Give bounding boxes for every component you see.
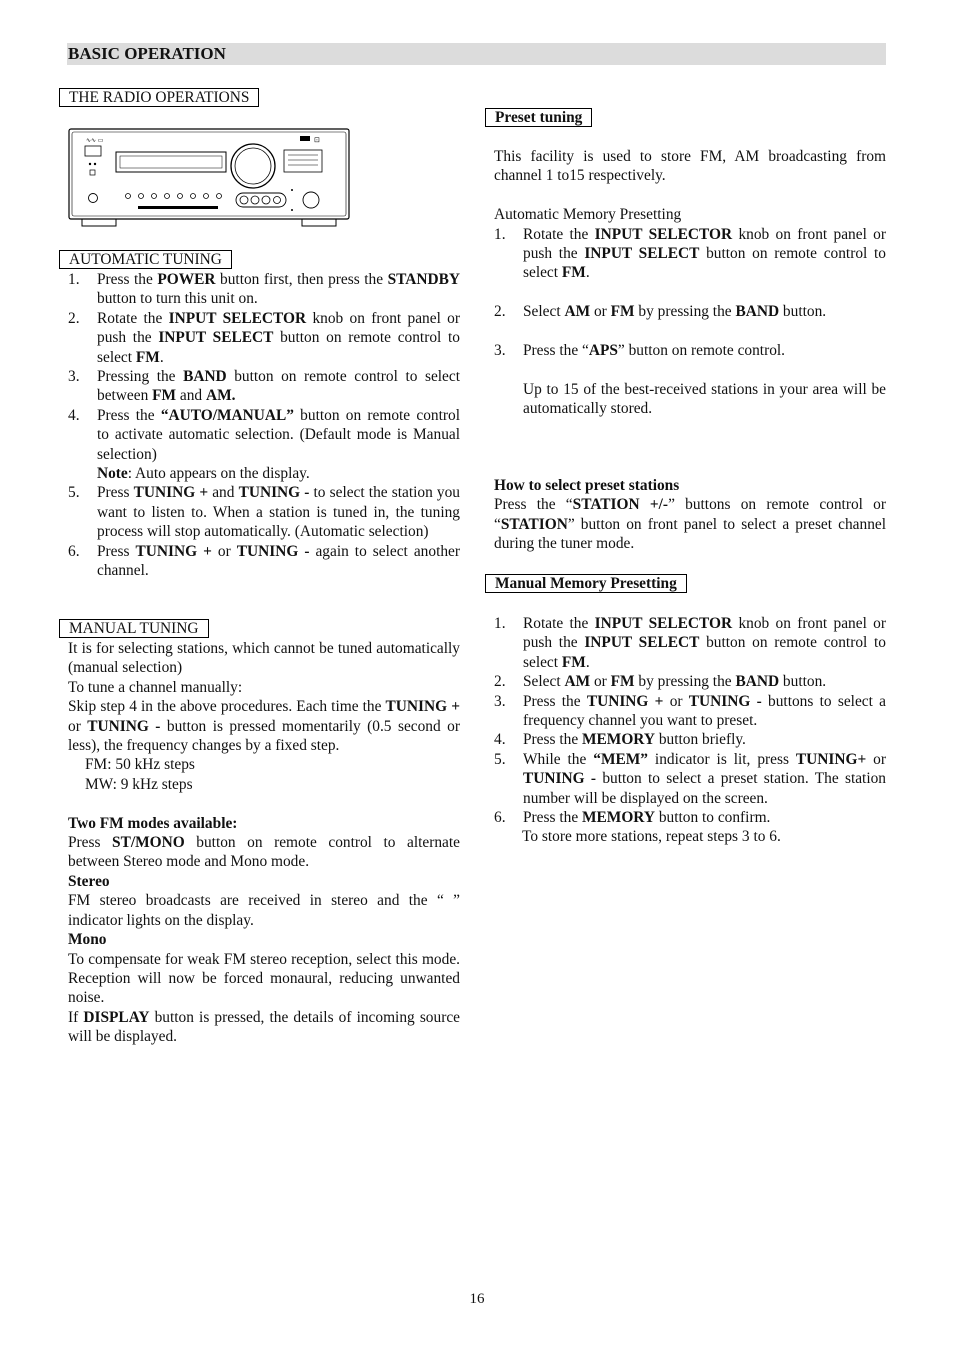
text-run: button. bbox=[779, 303, 827, 321]
text-run: button on remote control to select between bbox=[97, 368, 460, 405]
text-run: or bbox=[663, 692, 689, 710]
text-run: or bbox=[590, 673, 611, 691]
text-run: Select bbox=[523, 673, 565, 691]
list-number: 3. bbox=[494, 692, 506, 710]
list-item bbox=[68, 542, 460, 581]
list-item bbox=[68, 483, 460, 541]
text-run: Skip step 4 in the above procedures. Each time the bbox=[68, 698, 386, 716]
list-item bbox=[68, 270, 460, 309]
automatic-tuning-label: AUTOMATIC TUNING bbox=[59, 250, 232, 269]
bold-term: FM bbox=[152, 387, 177, 405]
bold-term: MEMORY bbox=[582, 731, 655, 749]
page-title: BASIC OPERATION bbox=[68, 44, 226, 63]
manual-memory-section bbox=[494, 614, 886, 847]
bold-term: TUNING - bbox=[238, 484, 310, 502]
svg-text:⊡: ⊡ bbox=[314, 137, 320, 144]
bold-term: TUNING - bbox=[236, 542, 310, 560]
bold-term: DISPLAY bbox=[83, 1008, 150, 1026]
list-item bbox=[494, 808, 886, 827]
manual-memory-list bbox=[494, 614, 886, 827]
auto-memory-list bbox=[494, 225, 886, 361]
text-run: buttons to select a frequency channel you want to preset. bbox=[523, 692, 886, 730]
text-run: indicator is lit, press bbox=[647, 750, 796, 768]
text-run: Press the “ bbox=[494, 496, 573, 514]
list-number: 4. bbox=[68, 406, 80, 424]
list-number: 5. bbox=[494, 750, 506, 768]
list-item bbox=[494, 225, 886, 283]
text-run: . bbox=[585, 653, 590, 671]
page-number: 16 bbox=[469, 1291, 485, 1307]
text-run: Rotate the bbox=[523, 225, 595, 243]
manual-tuning-text bbox=[68, 639, 460, 1047]
auto-memory-heading: Automatic Memory Presetting bbox=[494, 206, 682, 224]
bold-term: TUNING + bbox=[586, 692, 664, 710]
list-number: 5. bbox=[68, 484, 80, 502]
list-item bbox=[68, 367, 460, 406]
text-run: button on remote control to select bbox=[97, 329, 460, 366]
text-run: While the bbox=[523, 750, 594, 768]
mono-text: To compensate for weak FM stereo reception, select this mode. Reception will now be forced monaural, reducing unwanted noise. bbox=[68, 950, 460, 1007]
text-run: ” button on remote control. bbox=[617, 342, 786, 360]
text-run: button first, then press the bbox=[215, 271, 388, 288]
bold-term: TUNING+ bbox=[795, 750, 867, 768]
bold-term: INPUT SELECTOR bbox=[594, 615, 733, 632]
list-number: 4. bbox=[494, 731, 506, 749]
list-number: 6. bbox=[494, 809, 506, 827]
bold-term: POWER bbox=[157, 271, 216, 288]
text-run: Press the bbox=[97, 406, 161, 424]
text-run: knob on front panel or push the bbox=[523, 225, 886, 263]
list-number: 3. bbox=[494, 342, 506, 360]
preset-tuning-label: Preset tuning bbox=[485, 108, 592, 127]
display-text bbox=[68, 1008, 460, 1047]
bold-term: AM bbox=[564, 303, 591, 321]
text-run: Press bbox=[68, 834, 113, 852]
radio-operations-label: THE RADIO OPERATIONS bbox=[59, 88, 259, 107]
text-run: . bbox=[159, 348, 164, 366]
text-run: If bbox=[68, 1008, 84, 1026]
bold-term: TUNING - bbox=[523, 770, 597, 788]
list-number: 3. bbox=[68, 368, 80, 386]
text-run: or bbox=[211, 542, 237, 560]
text-run: button is pressed momentarily (0.5 second or less), the frequency changes by a fixed step. bbox=[68, 717, 460, 755]
list-number: 6. bbox=[68, 542, 80, 560]
select-preset-section bbox=[494, 476, 886, 554]
list-number: 2. bbox=[494, 673, 506, 691]
list-item bbox=[494, 341, 886, 360]
list-item bbox=[494, 692, 886, 731]
select-preset-heading: How to select preset stations bbox=[494, 477, 680, 494]
text-run: button to select a preset station. The station number will be displayed on the screen. bbox=[523, 770, 886, 807]
bold-term: FM bbox=[561, 653, 586, 671]
bold-term: INPUT SELECTOR bbox=[594, 225, 733, 243]
text-run: Press the bbox=[523, 731, 582, 749]
text-run: or bbox=[590, 303, 611, 321]
stereo-text: FM stereo broadcasts are received in stereo and the “ ” indicator lights on the display. bbox=[68, 892, 460, 929]
list-number: 2. bbox=[68, 309, 80, 327]
auto-memory-note: Up to 15 of the best-received stations in your area will be automatically stored. bbox=[523, 380, 886, 418]
text-run: Select bbox=[523, 303, 565, 321]
bold-term: INPUT SELECTOR bbox=[168, 309, 307, 327]
list-item bbox=[494, 614, 886, 672]
text-run: and bbox=[176, 387, 206, 405]
list-item bbox=[494, 672, 886, 691]
text-run: and bbox=[208, 484, 239, 502]
text-run: Press the “ bbox=[523, 342, 589, 360]
text-run: : Auto appears on the display. bbox=[127, 465, 310, 483]
text-run: ” button on front panel to select a preset channel during the tuner mode. bbox=[494, 515, 886, 553]
bold-term: TUNING + bbox=[385, 698, 460, 716]
bold-term: TUNING + bbox=[133, 484, 209, 502]
text-run: ” buttons on remote control or “ bbox=[494, 496, 887, 533]
mono-heading: Mono bbox=[68, 931, 107, 949]
bold-term: STANDBY bbox=[387, 271, 460, 288]
automatic-tuning-list bbox=[68, 270, 460, 581]
list-item bbox=[68, 406, 460, 484]
bold-term: INPUT SELECT bbox=[584, 245, 700, 263]
text-run: button on remote control to alternate between Stereo mode and Mono mode. bbox=[68, 834, 460, 871]
bold-term: AM bbox=[564, 673, 591, 691]
bold-term: BAND bbox=[735, 303, 780, 321]
text-run: again to select another channel. bbox=[97, 542, 460, 580]
mw-step: MW: 9 kHz steps bbox=[85, 775, 193, 793]
text-run: Press the bbox=[523, 692, 587, 710]
text-run: Press the bbox=[523, 809, 582, 827]
manual-tuning-steps bbox=[68, 697, 460, 755]
preset-desc: This facility is used to store FM, AM broadcasting from channel 1 to15 respectively. bbox=[494, 148, 886, 185]
list-item bbox=[494, 302, 886, 321]
manual-memory-footer: To store more stations, repeat steps 3 to 6. bbox=[522, 828, 781, 846]
manual-tuning-desc: It is for selecting stations, which cannot be tuned automatically (manual selection) bbox=[68, 640, 460, 677]
fm-modes-heading: Two FM modes available: bbox=[68, 814, 238, 832]
stereo-heading: Stereo bbox=[68, 872, 110, 890]
fm-step: FM: 50 kHz steps bbox=[85, 756, 195, 774]
list-item bbox=[68, 309, 460, 367]
bold-term: STATION +/- bbox=[572, 496, 669, 514]
bold-term: AM. bbox=[205, 387, 236, 405]
text-run: or bbox=[866, 750, 886, 768]
bold-term: STATION bbox=[500, 515, 568, 533]
text-run: button. bbox=[779, 673, 827, 691]
bold-term: INPUT SELECT bbox=[584, 634, 700, 652]
text-run: button briefly. bbox=[654, 731, 746, 749]
bold-term: ST/MONO bbox=[112, 834, 185, 852]
bold-term: Note bbox=[97, 465, 128, 483]
text-run: Press bbox=[97, 542, 136, 560]
list-number: 1. bbox=[494, 225, 506, 243]
text-run: Press bbox=[97, 484, 134, 502]
bold-term: TUNING - bbox=[688, 692, 762, 710]
av-receiver-front-panel-image bbox=[68, 128, 350, 233]
bold-term: TUNING + bbox=[135, 542, 212, 560]
svg-text:∿∿ ▭: ∿∿ ▭ bbox=[86, 138, 104, 144]
bold-term: BAND bbox=[183, 368, 227, 386]
text-run: to select the station you want to listen to. When a station is tuned in, the tuning process will stop automatically. (Automatic selection) bbox=[97, 484, 460, 541]
list-number: 1. bbox=[494, 615, 506, 632]
bold-term: “MEM” bbox=[593, 750, 648, 768]
text-run: Press the bbox=[97, 271, 158, 288]
manual-tuning-label: MANUAL TUNING bbox=[59, 619, 209, 638]
list-number: 2. bbox=[494, 303, 506, 321]
text-run: by pressing the bbox=[634, 673, 736, 691]
text-run: or bbox=[68, 717, 88, 735]
list-number: 1. bbox=[68, 271, 80, 288]
text-run: Pressing the bbox=[97, 368, 184, 386]
text-run: button on remote control to select bbox=[523, 245, 886, 282]
manual-memory-label: Manual Memory Presetting bbox=[485, 574, 687, 593]
bold-term: MEMORY bbox=[582, 809, 655, 827]
text-run: Rotate the bbox=[523, 615, 595, 632]
select-preset-text bbox=[494, 495, 886, 553]
bold-term: FM bbox=[561, 264, 586, 282]
bold-term: APS bbox=[588, 342, 618, 360]
text-run: knob on front panel or push the bbox=[523, 615, 886, 652]
text-run: Rotate the bbox=[97, 309, 169, 327]
bold-term: FM bbox=[610, 303, 635, 321]
list-item bbox=[494, 730, 886, 749]
list-item bbox=[494, 750, 886, 808]
text-run: . bbox=[585, 264, 590, 282]
fm-modes-text bbox=[68, 833, 460, 872]
text-run: knob on front panel or push the bbox=[97, 309, 460, 347]
bold-term: FM bbox=[135, 348, 160, 366]
bold-term: BAND bbox=[735, 673, 780, 691]
text-run: button to confirm. bbox=[654, 809, 771, 827]
manual-tuning-howto: To tune a channel manually: bbox=[68, 678, 243, 696]
text-run: by pressing the bbox=[634, 303, 736, 321]
text-run: button on remote control to select bbox=[523, 634, 886, 671]
text-run: button is pressed, the details of incoming source will be displayed. bbox=[68, 1008, 460, 1046]
bold-term: “AUTO/MANUAL” bbox=[160, 406, 294, 424]
text-run: button on remote control to activate automatic selection. (Default mode is Manual selection) bbox=[97, 406, 460, 463]
bold-term: FM bbox=[610, 673, 635, 691]
bold-term: TUNING - bbox=[87, 717, 161, 735]
text-run: button to turn this unit on. bbox=[97, 290, 258, 308]
preset-tuning-text bbox=[494, 147, 886, 419]
bold-term: INPUT SELECT bbox=[158, 329, 274, 347]
